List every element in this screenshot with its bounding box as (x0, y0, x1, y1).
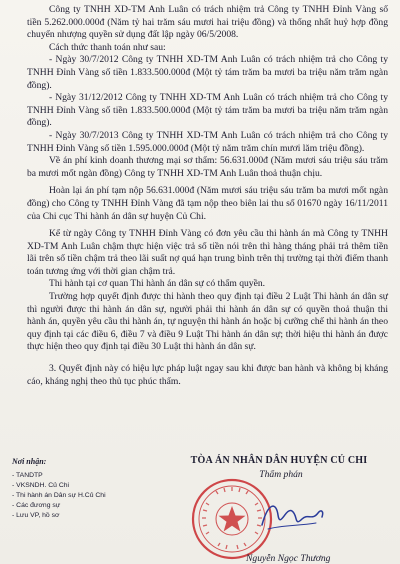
paragraph-effective-clause: 3. Quyết định này có hiệu lực pháp luật ngay sau khi được ban hành và không bị kháng cáo, kháng nghị theo thủ tục phúc thẩm. (27, 363, 388, 387)
judge-signature-icon (258, 495, 328, 537)
decision-body (27, 4, 388, 388)
paragraph-installment-3: - Ngày 30/7/2013 Công ty TNHH XD-TM Anh Luân có trách nhiệm trả cho Công ty TNHH Đỉnh Vàng số tiền 1.595.000.000đ (Một tỷ năm trăm chín mươi lăm triệu đồng). (27, 129, 388, 154)
paragraph-payment-obligation: Công ty TNHH XD-TM Anh Luân có trách nhiệm trả Công ty TNHH Đỉnh Vàng số tiền 5.262.000.000đ (Năm tỷ hai trăm sáu mươi hai triệu đồng) và thống nhất huỷ hợp đồng chuyển nhượng quyền sử dụng đất lập ngày 06/5/2008. (27, 4, 388, 41)
recipient-item: - Thi hành án Dân sự H.Củ Chi (12, 491, 106, 501)
recipients-list (12, 457, 106, 521)
paragraph-payment-method: Cách thức thanh toán như sau: (49, 41, 166, 53)
paragraph-court-fee: Về án phí kinh doanh thương mại sơ thẩm: 56.631.000đ (Năm mươi sáu triệu sáu trăm ba mươi mốt ngàn đồng) Công ty TNHH XD-TM Anh Luân thoả thuận chịu. (27, 155, 388, 179)
court-name: TÒA ÁN NHÂN DÂN HUYỆN CỦ CHI (190, 455, 368, 466)
judge-name: Nguyễn Ngọc Thương (246, 553, 331, 564)
paragraph-enforcement-agency: Thi hành tại cơ quan Thi hành án dân sự có thẩm quyền. (49, 278, 266, 290)
recipient-item: - TANDTP (12, 471, 106, 481)
paragraph-installment-1: - Ngày 30/7/2012 Công ty TNHH XD-TM Anh Luân có trách nhiệm trả cho Công ty TNHH Đỉnh Vàng số tiền 1.833.500.000đ (Một tỷ tám trăm ba mươi ba triệu năm trăm ngàn đồng). (27, 54, 388, 91)
paragraph-enforcement-rules: Trường hợp quyết định được thi hành theo quy định tại điều 2 Luật Thi hành án dân sự thì người được thi hành án dân sự, người phải thi hành án dân sự có quyền thoả thuận thi hành án, quyền yêu cầu thi hành án, tự nguyện thi hành án hoặc bị cưỡng chế thi hành án theo quy định tại các điều 6, điều 7 và điều 9 Luật Thi hành án dân sự; thời hiệu thi hành án được thực hiện theo quy định tại điều 30 Luật thi hành án dân sự. (27, 291, 388, 353)
recipient-item: - VKSNDH. Củ Chi (12, 481, 106, 491)
recipients-heading: Nơi nhận: (12, 457, 47, 466)
paragraph-late-interest: Kể từ ngày Công ty TNHH Đỉnh Vàng có đơn yêu cầu thi hành án mà Công ty TNHH XD-TM Anh Luân chậm thực hiện việc trả số tiền nói trên thì hàng tháng phải trả thêm tiền lãi trên số tiền chậm trả theo lãi suất nợ quá hạn trung bình trên thị trường tại thời điểm thanh toán tương ứng với thời gian chậm trả. (27, 228, 388, 277)
recipient-item: - Lưu VP, hồ sơ (12, 511, 106, 521)
paragraph-fee-refund: Hoàn lại án phí tạm nộp 56.631.000đ (Năm mươi sáu triệu sáu trăm ba mươi mốt ngàn đồng) cho Công ty TNHH Đỉnh Vàng đã tạm nộp theo biên lai thu số 01670 ngày 16/11/2011 của Chi cục Thi hành án dân sự huyện Củ Chi. (27, 185, 388, 222)
paragraph-installment-2: - Ngày 31/12/2012 Công ty TNHH XD-TM Anh Luân có trách nhiệm trả cho Công ty TNHH Đỉnh Vàng số tiền 1.833.500.000đ (Một tỷ tám trăm ba mươi ba triệu năm trăm ngàn đồng). (27, 92, 388, 129)
recipient-item: - Các đương sự (12, 501, 106, 511)
signature-block (0, 455, 400, 564)
judge-title: Thẩm phán (259, 469, 303, 480)
